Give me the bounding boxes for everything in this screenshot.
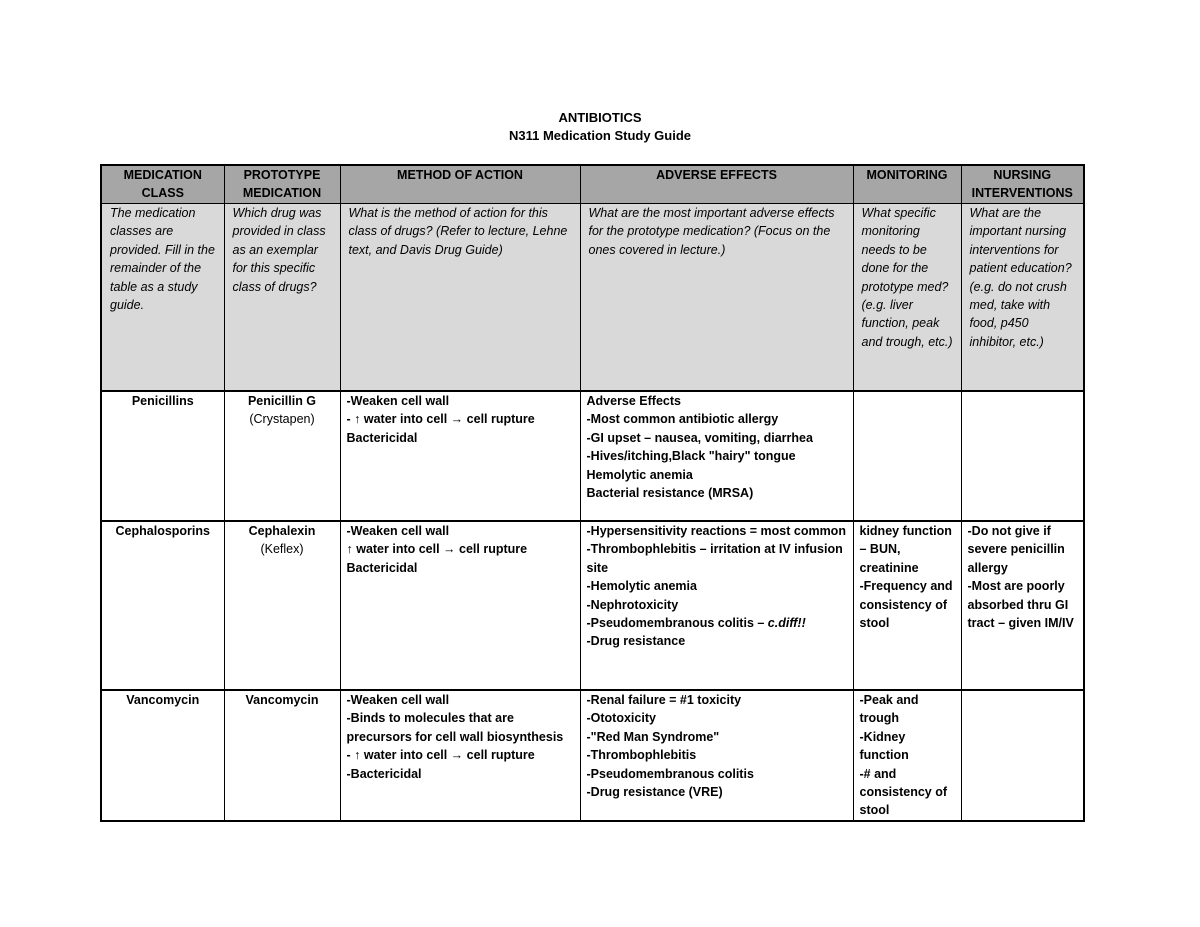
method-cell xyxy=(340,521,580,690)
method-line: Bactericidal xyxy=(346,560,418,575)
monitoring-line: -Frequency and consistency of stool xyxy=(859,579,957,631)
adverse-line: -Thrombophlebitis xyxy=(586,748,697,763)
adverse-line: -GI upset – nausea, vomiting, diarrhea xyxy=(586,430,813,445)
medication-class-cell xyxy=(101,521,224,690)
medication-class: Cephalosporins xyxy=(115,524,210,538)
monitoring-line: -# and consistency of stool xyxy=(859,766,951,818)
header-row xyxy=(101,165,1084,204)
prompt-cell: Which drug was provided in class as an exemplar for this specific class of drugs? xyxy=(224,204,340,392)
monitoring-cell xyxy=(853,391,961,521)
header-monitoring: MONITORING xyxy=(853,165,961,204)
prompt-cell: What are the most important adverse effects for the prototype medication? (Focus on the ones covered in lecture.) xyxy=(580,204,853,392)
header-nursing-interventions: NURSING INTERVENTIONS xyxy=(961,165,1084,204)
adverse-line: -Renal failure = #1 toxicity xyxy=(586,693,742,707)
medication-class: Penicillins xyxy=(131,394,194,408)
adverse-line: -Hemolytic anemia xyxy=(586,579,697,594)
prompt-cell: What is the method of action for this class of drugs? (Refer to lecture, Lehne text, and Davis Drug Guide) xyxy=(340,204,580,392)
nursing-line: -Do not give if severe penicillin allergy xyxy=(967,524,1069,575)
monitoring-line: -Peak and trough xyxy=(859,693,923,726)
adverse-line: -Drug resistance xyxy=(586,634,686,649)
adverse-line: -Thrombophlebitis – irritation at IV infusion site xyxy=(586,542,847,575)
monitoring-line: kidney function – BUN, creatinine xyxy=(859,524,956,575)
nursing-cell xyxy=(961,521,1084,690)
monitoring-line: -Kidney function xyxy=(859,729,909,763)
adverse-cell xyxy=(580,391,853,521)
adverse-line: -Hypersensitivity reactions = most common xyxy=(586,524,846,538)
adverse-line: -Drug resistance (VRE) xyxy=(586,785,723,800)
adverse-line: Bacterial resistance (MRSA) xyxy=(586,486,754,501)
adverse-line: -"Red Man Syndrome" xyxy=(586,729,720,744)
adverse-line: -Pseudomembranous colitis xyxy=(586,766,754,781)
prototype-line: (Crystapen) xyxy=(249,412,315,427)
medication-class-cell xyxy=(101,391,224,521)
method-line: -Bactericidal xyxy=(346,766,422,781)
medication-class-cell xyxy=(101,690,224,821)
method-line: Bactericidal xyxy=(346,430,418,445)
adverse-cell xyxy=(580,521,853,690)
document-subtitle: N311 Medication Study Guide xyxy=(508,128,692,143)
adverse-cell xyxy=(580,690,853,821)
method-line: ↑ water into cell → cell rupture xyxy=(346,542,528,557)
prototype-cell xyxy=(224,521,340,690)
adverse-line: -Ototoxicity xyxy=(586,711,656,726)
prototype-line: Cephalexin xyxy=(248,524,316,538)
study-guide-table xyxy=(100,164,1085,822)
method-line: - ↑ water into cell → cell rupture xyxy=(346,412,535,427)
adverse-line: Hemolytic anemia xyxy=(586,467,693,482)
adverse-line: -Nephrotoxicity xyxy=(586,597,679,612)
method-line: -Weaken cell wall xyxy=(346,693,450,707)
prompt-cell: The medication classes are provided. Fill in the remainder of the table as a study guide. xyxy=(101,204,224,392)
nursing-line: -Most are poorly absorbed thru GI tract – given IM/IV xyxy=(967,579,1074,631)
table-row xyxy=(101,690,1084,821)
adverse-line: Adverse Effects xyxy=(586,394,681,408)
adverse-text: -Pseudomembranous colitis – xyxy=(586,616,768,631)
header-adverse-effects: ADVERSE EFFECTS xyxy=(580,165,853,204)
prototype-cell xyxy=(224,690,340,821)
prototype-line: Penicillin G xyxy=(247,394,317,408)
monitoring-cell xyxy=(853,690,961,821)
nursing-cell xyxy=(961,690,1084,821)
adverse-line xyxy=(587,614,847,632)
prompt-row xyxy=(101,204,1084,392)
method-cell xyxy=(340,690,580,821)
prototype-line: (Keflex) xyxy=(260,542,304,557)
nursing-cell xyxy=(961,391,1084,521)
method-line: -Weaken cell wall xyxy=(346,524,450,538)
method-line: -Binds to molecules that are precursors for cell wall biosynthesis xyxy=(346,711,564,744)
table-row xyxy=(101,391,1084,521)
title-block xyxy=(0,109,1200,145)
adverse-line: -Hives/itching,Black "hairy" tongue xyxy=(586,449,796,464)
prototype-line: Vancomycin xyxy=(245,693,319,707)
medication-class: Vancomycin xyxy=(126,693,200,707)
adverse-italic-text: c.diff!! xyxy=(767,616,806,631)
method-line: -Weaken cell wall xyxy=(346,394,450,408)
prototype-cell xyxy=(224,391,340,521)
header-prototype-medication: PROTOTYPE MEDICATION xyxy=(224,165,340,204)
adverse-line: -Most common antibiotic allergy xyxy=(586,412,779,427)
prompt-cell: What specific monitoring needs to be done for the prototype med? (e.g. liver function, peak and trough, etc.) xyxy=(853,204,961,392)
document-title: ANTIBIOTICS xyxy=(558,110,642,125)
prompt-cell: What are the important nursing interventions for patient education? (e.g. do not crush med, take with food, p450 inhibitor, etc.) xyxy=(961,204,1084,392)
monitoring-cell xyxy=(853,521,961,690)
method-line: - ↑ water into cell → cell rupture xyxy=(346,748,535,763)
method-cell xyxy=(340,391,580,521)
table-row xyxy=(101,521,1084,690)
header-method-of-action: METHOD OF ACTION xyxy=(340,165,580,204)
header-medication-class: MEDICATION CLASS xyxy=(101,165,224,204)
